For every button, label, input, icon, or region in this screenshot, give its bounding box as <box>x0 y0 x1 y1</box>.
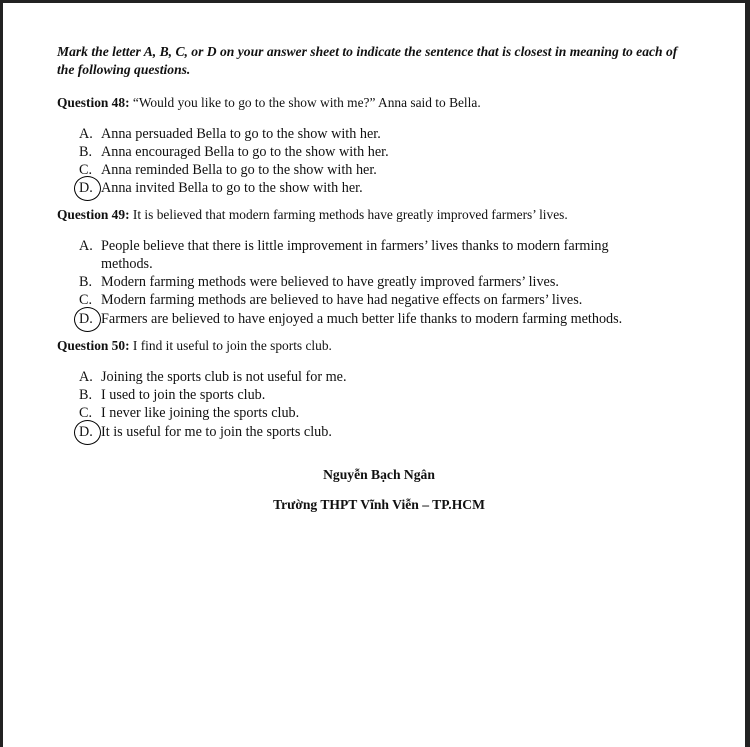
question-49-label: Question 49: <box>57 207 130 222</box>
option-letter: A. <box>79 126 93 142</box>
option-text: Modern farming methods are believed to have had negative effects on farmers’ lives. <box>101 292 583 308</box>
option-text: Modern farming methods were believed to have greatly improved farmers’ lives. <box>101 274 559 290</box>
option-text: I used to join the sports club. <box>101 387 266 403</box>
question-49-text: It is believed that modern farming methods have greatly improved farmers’ lives. <box>132 207 568 222</box>
q49-option-d <box>79 310 622 328</box>
option-text: It is useful for me to join the sports club. <box>101 424 332 440</box>
question-48-label: Question 48: <box>57 95 130 110</box>
q50-option-c <box>79 404 299 422</box>
answer-circle-q49 <box>74 307 101 332</box>
option-letter: C. <box>79 292 93 308</box>
option-letter: C. <box>79 405 93 421</box>
question-50-label: Question 50: <box>57 338 130 353</box>
q49-option-c <box>79 291 582 309</box>
q48-option-c <box>79 161 377 179</box>
option-letter: D. <box>79 180 93 196</box>
q48-option-a <box>79 125 381 143</box>
q48-option-b <box>79 143 389 161</box>
option-letter: B. <box>79 274 93 290</box>
option-letter: C. <box>79 162 93 178</box>
option-letter: B. <box>79 387 93 403</box>
author-name: Nguyễn Bạch Ngân <box>323 467 435 482</box>
option-text: Joining the sports club is not useful for me. <box>101 369 347 385</box>
question-48-text: “Would you like to go to the show with me?” Anna said to Bella. <box>132 95 481 110</box>
option-text: Anna persuaded Bella to go to the show with her. <box>101 126 381 142</box>
option-letter: D. <box>79 424 93 440</box>
q50-option-d <box>79 423 332 441</box>
author-school: Trường THPT Vĩnh Viễn – TP.HCM <box>273 497 485 512</box>
question-50 <box>57 337 332 355</box>
option-letter: D. <box>79 311 93 327</box>
option-text: I never like joining the sports club. <box>101 405 300 421</box>
option-text: Farmers are believed to have enjoyed a much better life thanks to modern farming methods. <box>101 311 623 327</box>
option-text: Anna reminded Bella to go to the show with her. <box>101 162 377 178</box>
q49-option-a <box>79 237 609 255</box>
q50-option-a <box>79 368 347 386</box>
option-letter: A. <box>79 238 93 254</box>
option-text: Anna encouraged Bella to go to the show with her. <box>101 144 389 160</box>
option-text: People believe that there is little improvement in farmers’ lives thanks to modern farming <box>101 238 609 254</box>
option-text: Anna invited Bella to go to the show with her. <box>101 180 363 196</box>
answer-circle-q48 <box>74 176 101 201</box>
q49-option-b <box>79 273 559 291</box>
q50-option-b <box>79 386 265 404</box>
q49-option-a-continuation: methods. <box>101 256 153 272</box>
question-48 <box>57 94 481 112</box>
option-letter: A. <box>79 369 93 385</box>
q48-option-d <box>79 179 363 197</box>
answer-circle-q50 <box>74 420 101 445</box>
instruction-text: Mark the letter A, B, C, or D on your answer sheet to indicate the sentence that is closest in meaning to each of the following questions. <box>57 44 678 77</box>
question-49 <box>57 206 568 224</box>
question-50-text: I find it useful to join the sports club. <box>132 338 332 353</box>
option-letter: B. <box>79 144 93 160</box>
